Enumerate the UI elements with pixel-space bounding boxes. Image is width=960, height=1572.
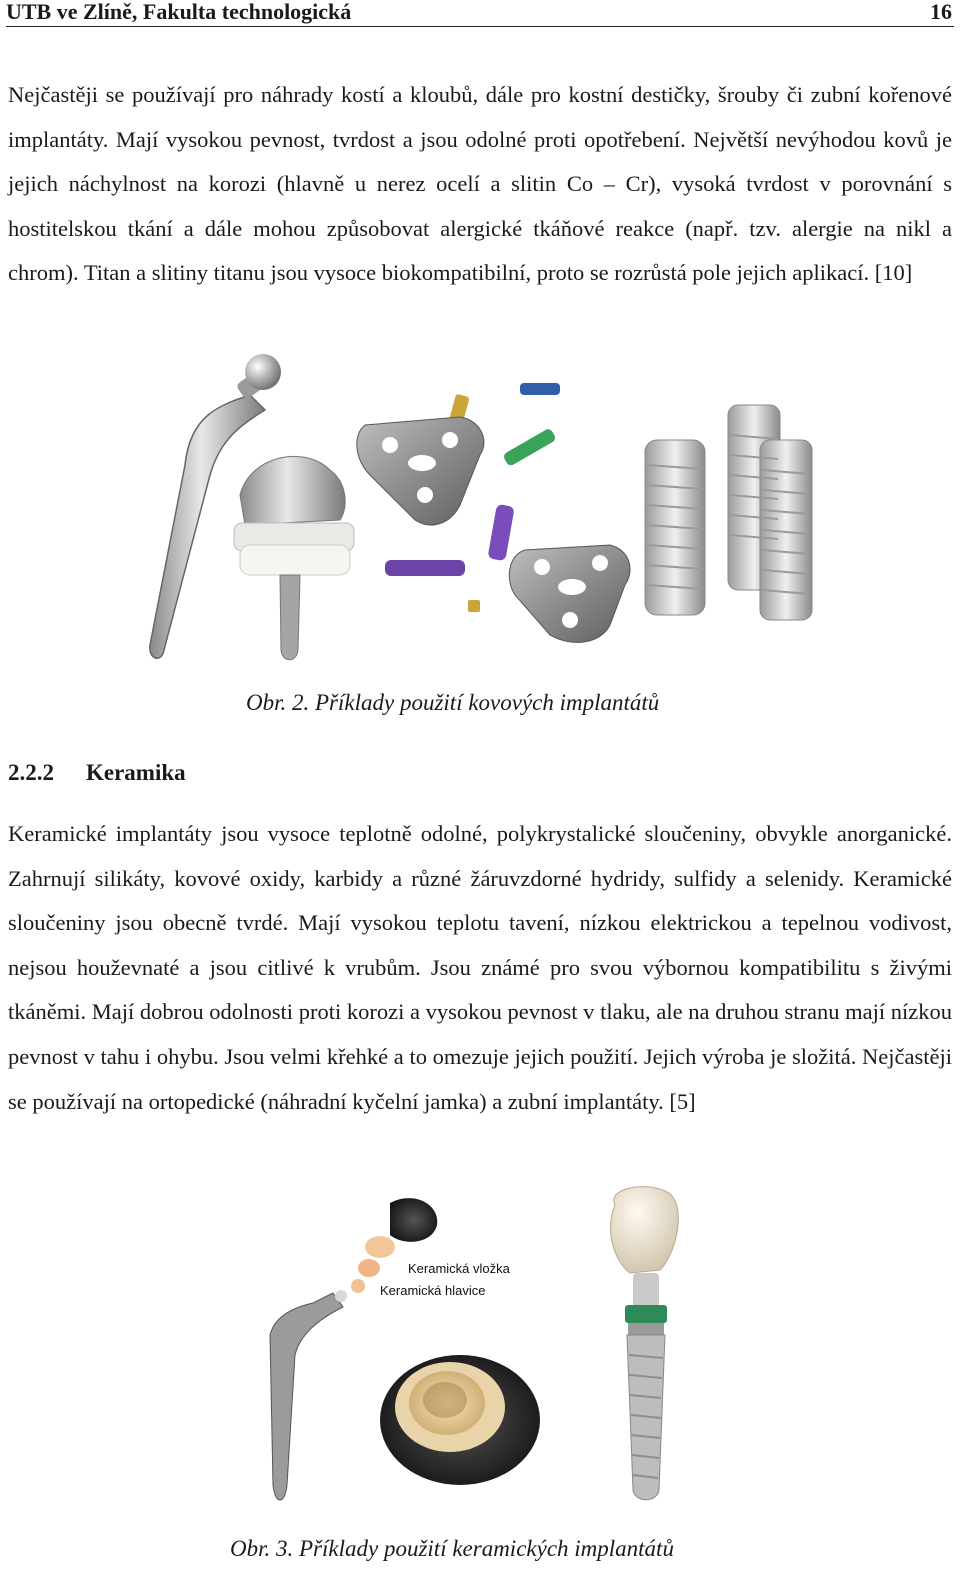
figure2-caption: Obr. 2. Příklady použití kovových implantátů xyxy=(246,690,660,715)
page-header xyxy=(6,0,954,27)
header-page-number: 16 xyxy=(930,0,952,24)
section-title: Keramika xyxy=(86,760,186,785)
paragraph-ceramics: Keramické implantáty jsou vysoce teplotně odolné, polykrystalické sloučeniny, obvykle anorganické. Zahrnují silikáty, kovové oxidy, karbidy a různé žáruvzdorné hydridy, sulfidy a selenidy. Keramické sloučeniny jsou obecně tvrdé. Mají vysokou teplotu tavení, nízkou elektrickou a tepelnou vodivost, nejsou houževnaté a jsou citlivé k vrubům. Jsou známé pro svou výbornou kompatibilitu s živými tkáněmi. Mají dobrou odolnosti proti korozi a vysokou pevnost v tlaku, ale na druhou stranu mají nízkou pevnost v tahu i ohybu. Jsou velmi křehké a to omezuje jejich použití. Jejich výroba je složitá. Nejčastěji se používají na ortopedické (náhradní kyčelní jamka) a zubní implantáty. [5] xyxy=(8,821,952,1114)
label-ceramic-head: Keramická hlavice xyxy=(380,1283,486,1298)
section-number: 2.2.2 xyxy=(8,760,54,785)
ceramic-implants-image xyxy=(255,1185,725,1515)
label-ceramic-insert: Keramická vložka xyxy=(408,1261,510,1276)
section-heading xyxy=(8,760,186,786)
metal-implants-image xyxy=(130,345,830,680)
figure-metal-implants xyxy=(130,345,830,680)
header-institution: UTB ve Zlíně, Fakulta technologická xyxy=(6,0,352,24)
figure-ceramic-implants xyxy=(255,1185,725,1515)
paragraph-metals: Nejčastěji se používají pro náhrady kostí a kloubů, dále pro kostní destičky, šrouby či zubní kořenové implantáty. Mají vysokou pevnost, tvrdost a jsou odolné proti opotřebení. Největší nevýhodou kovů je jejich náchylnost na korozi (hlavně u nerez ocelí a slitin Co – Cr), vysoká tvrdost v porovnání s hostitelskou tkání a dále mohou způsobovat alergické tkáňové reakce (např. tzv. alergie na nikl a chrom). Titan a slitiny titanu jsou vysoce biokompatibilní, proto se rozrůstá pole jejich aplikací. [10] xyxy=(8,82,952,286)
figure3-caption: Obr. 3. Příklady použití keramických implantátů xyxy=(230,1536,674,1561)
